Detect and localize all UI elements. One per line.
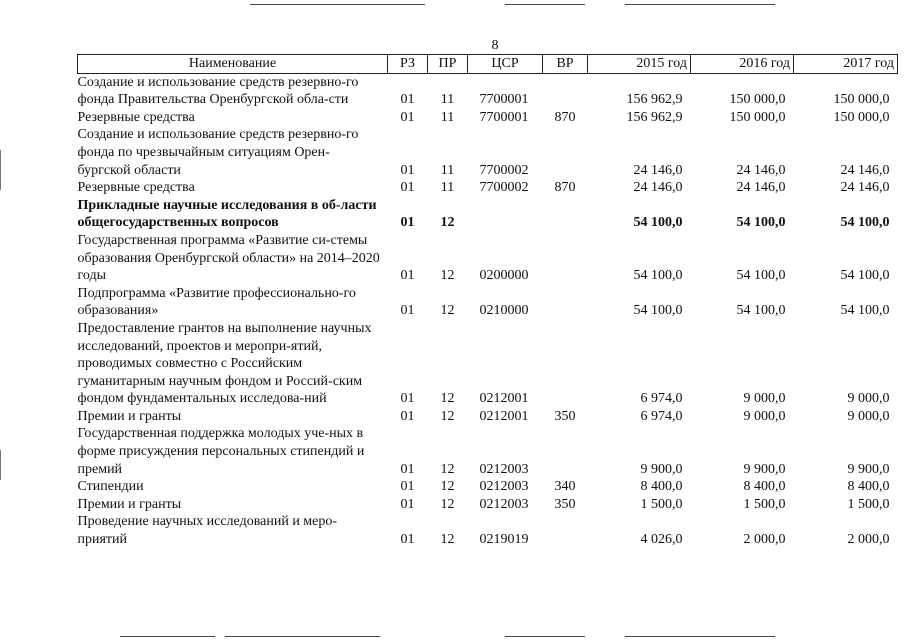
- row-2015: 4 026,0: [640, 532, 683, 548]
- row-name: Создание и использование средств резервно-го фонда по чрезвычайным ситуациям Орен-бургской области: [77, 127, 359, 178]
- row-vr: 340: [554, 479, 576, 495]
- row-rz: 01: [400, 303, 415, 319]
- row-2015: 9 900,0: [640, 461, 683, 477]
- scan-edge-tick: [0, 150, 1, 190]
- row-vr: [543, 232, 588, 285]
- row-rz: 01: [400, 162, 415, 178]
- scan-edge-line: [120, 636, 215, 637]
- table-row: [78, 73, 898, 109]
- row-csr: 0212001: [479, 391, 529, 407]
- row-2017: 9 000,0: [847, 408, 890, 424]
- row-pr: 12: [440, 461, 455, 477]
- row-rz: 01: [400, 180, 415, 196]
- scan-edge-line: [225, 636, 380, 637]
- row-2017: 54 100,0: [840, 215, 890, 231]
- scan-edge-line: [625, 4, 775, 5]
- row-rz: 01: [400, 215, 415, 231]
- row-name: Премии и гранты: [77, 408, 182, 424]
- row-csr: 0212003: [479, 479, 529, 495]
- table-row: [78, 425, 898, 478]
- row-2016: 8 400,0: [743, 479, 786, 495]
- row-rz: 01: [400, 391, 415, 407]
- row-name: Премии и гранты: [77, 496, 182, 512]
- row-name: Проведение научных исследований и меро-приятий: [77, 514, 338, 548]
- row-vr: 350: [554, 496, 576, 512]
- scan-edge-line: [505, 636, 585, 637]
- row-2017: 9 900,0: [847, 461, 890, 477]
- row-2016: 1 500,0: [743, 496, 786, 512]
- row-2016: 9 000,0: [743, 391, 786, 407]
- row-csr: 0219019: [479, 532, 529, 548]
- row-2015: 1 500,0: [640, 496, 683, 512]
- row-csr: 7700001: [479, 92, 529, 108]
- row-pr: 12: [440, 391, 455, 407]
- table-row: [78, 496, 898, 514]
- row-rz: 01: [400, 92, 415, 108]
- row-pr: 11: [440, 92, 455, 108]
- row-pr: 12: [440, 479, 455, 495]
- row-vr: [543, 425, 588, 478]
- table-row: [78, 513, 898, 548]
- row-pr: 12: [440, 215, 455, 231]
- row-2016: 24 146,0: [736, 180, 786, 196]
- row-2017: 9 000,0: [847, 391, 890, 407]
- header-name: Наименование: [78, 55, 388, 74]
- row-2016: 54 100,0: [736, 215, 786, 231]
- table-row: [78, 478, 898, 496]
- row-name: Прикладные научные исследования в об-ласти общегосударственных вопросов: [77, 197, 377, 231]
- row-2015: 6 974,0: [640, 408, 683, 424]
- row-2016: 54 100,0: [736, 268, 786, 284]
- header-rz: РЗ: [388, 55, 428, 74]
- row-vr: 870: [554, 180, 576, 196]
- row-csr: 7700002: [479, 162, 529, 178]
- row-2015: 54 100,0: [633, 215, 683, 231]
- row-name: Государственная программа «Развитие си-стемы образования Оренбургской области» на 2014–2020 годы: [77, 232, 380, 284]
- table-row: [78, 179, 898, 197]
- row-2017: 54 100,0: [840, 268, 890, 284]
- row-rz: 01: [400, 268, 415, 284]
- header-vr: ВР: [543, 55, 588, 74]
- row-vr: [543, 320, 588, 408]
- row-vr: [543, 285, 588, 320]
- row-rz: 01: [400, 479, 415, 495]
- scan-edge-line: [625, 636, 775, 637]
- row-vr: 350: [554, 408, 576, 424]
- page-number: 8: [491, 38, 499, 53]
- header-csr: ЦСР: [468, 55, 543, 74]
- row-vr: [543, 197, 588, 232]
- row-csr: 0212003: [479, 461, 529, 477]
- row-name: Резервные средства: [77, 109, 195, 125]
- row-2016: 9 000,0: [743, 408, 786, 424]
- scan-edge-line: [505, 4, 585, 5]
- row-csr: 0212001: [479, 408, 529, 424]
- row-pr: 12: [440, 408, 455, 424]
- header-2017: 2017 год: [794, 55, 898, 74]
- row-2015: 54 100,0: [633, 303, 683, 319]
- row-csr: [468, 197, 543, 232]
- table-row: [78, 320, 898, 408]
- row-2017: 150 000,0: [833, 109, 890, 125]
- row-pr: 11: [440, 109, 455, 125]
- row-rz: 01: [400, 109, 415, 125]
- row-rz: 01: [400, 408, 415, 424]
- row-csr: 7700002: [479, 180, 529, 196]
- row-name: Резервные средства: [77, 180, 195, 196]
- row-pr: 11: [440, 180, 455, 196]
- row-rz: 01: [400, 532, 415, 548]
- table-row: [78, 197, 898, 232]
- row-pr: 12: [440, 532, 455, 548]
- header-pr: ПР: [428, 55, 468, 74]
- row-2017: 2 000,0: [847, 532, 890, 548]
- scan-edge-tick: [0, 450, 1, 480]
- row-2017: 24 146,0: [840, 162, 890, 178]
- row-vr: [543, 513, 588, 548]
- row-2015: 156 962,9: [626, 109, 683, 125]
- row-name: Создание и использование средств резервно-го фонда Правительства Оренбургской обла-сти: [77, 74, 359, 108]
- row-2017: 24 146,0: [840, 180, 890, 196]
- row-2016: 54 100,0: [736, 303, 786, 319]
- row-vr: [543, 73, 588, 109]
- row-2016: 2 000,0: [743, 532, 786, 548]
- row-name: Предоставление грантов на выполнение научных исследований, проектов и меропри-ятий, проводимых совместно с Российским гуманитарным научным фондом и Россий-ским фондом фундаментальных исследова-ний: [77, 320, 372, 407]
- row-2016: 150 000,0: [729, 109, 786, 125]
- row-2017: 1 500,0: [847, 496, 890, 512]
- table-row: [78, 126, 898, 179]
- row-csr: 0210000: [479, 303, 529, 319]
- table-row: [78, 109, 898, 127]
- row-2015: 54 100,0: [633, 268, 683, 284]
- row-vr: [543, 126, 588, 179]
- row-2016: 9 900,0: [743, 461, 786, 477]
- row-2015: 24 146,0: [633, 180, 683, 196]
- row-2016: 150 000,0: [729, 92, 786, 108]
- row-2016: 24 146,0: [736, 162, 786, 178]
- row-pr: 12: [440, 496, 455, 512]
- row-rz: 01: [400, 461, 415, 477]
- row-vr: 870: [554, 109, 576, 125]
- row-csr: 7700001: [479, 109, 529, 125]
- row-name: Стипендии: [77, 479, 144, 495]
- row-2017: 150 000,0: [833, 92, 890, 108]
- row-2015: 156 962,9: [626, 92, 683, 108]
- row-pr: 12: [440, 303, 455, 319]
- row-2015: 8 400,0: [640, 479, 683, 495]
- table-row: [78, 285, 898, 320]
- row-name: Государственная поддержка молодых уче-ных в форме присуждения персональных стипендий и премий: [77, 426, 365, 477]
- header-2015: 2015 год: [588, 55, 691, 74]
- row-rz: 01: [400, 496, 415, 512]
- row-csr: 0200000: [479, 268, 529, 284]
- row-pr: 12: [440, 268, 455, 284]
- row-2015: 24 146,0: [633, 162, 683, 178]
- row-2015: 6 974,0: [640, 391, 683, 407]
- table-row: [78, 408, 898, 426]
- scan-edge-line: [250, 4, 425, 5]
- header-2016: 2016 год: [691, 55, 794, 74]
- row-csr: 0212003: [479, 496, 529, 512]
- table-row: [78, 232, 898, 285]
- row-2017: 8 400,0: [847, 479, 890, 495]
- row-pr: 11: [440, 162, 455, 178]
- row-name: Подпрограмма «Развитие профессионально-го образования»: [77, 285, 356, 319]
- budget-table: [77, 54, 898, 549]
- row-2017: 54 100,0: [840, 303, 890, 319]
- table-header-row: [78, 55, 898, 74]
